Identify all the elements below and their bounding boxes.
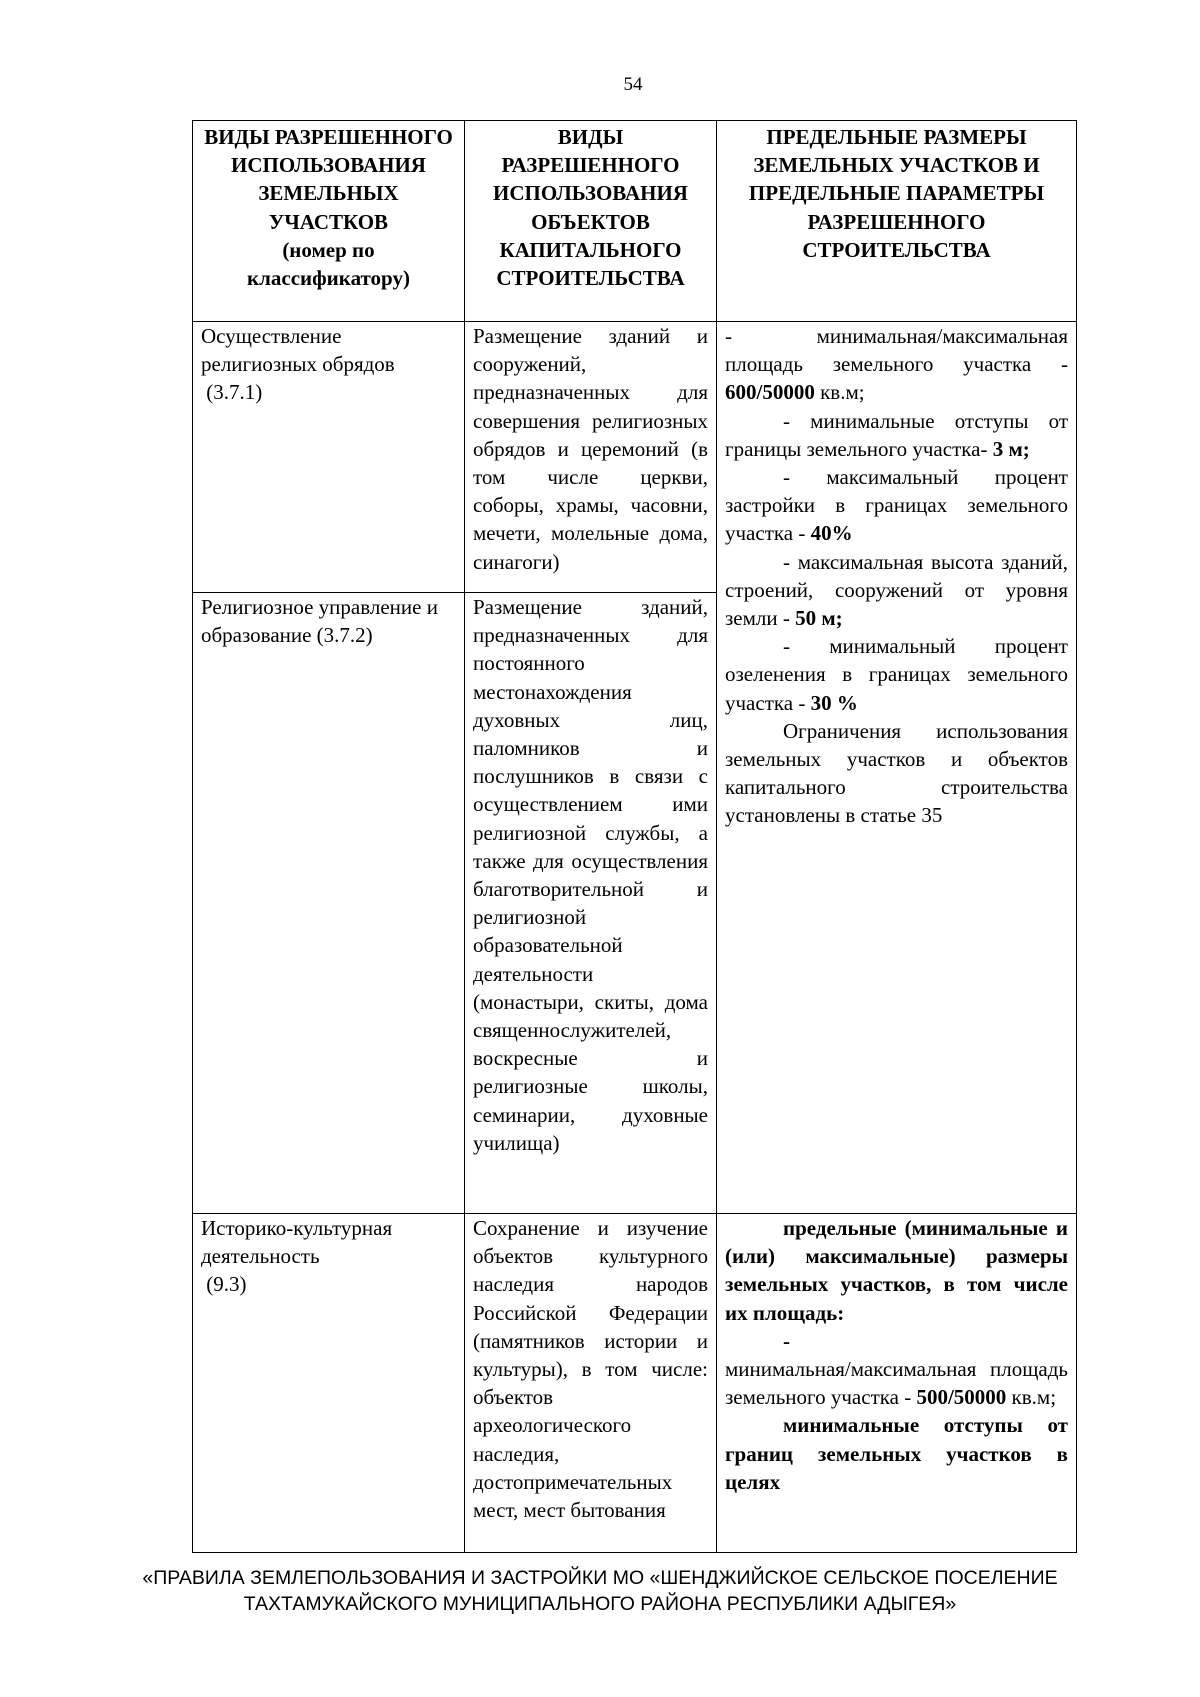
param-setback-2: минимальные отступы от границ земельных участков в целях [725, 1413, 1068, 1494]
param-setback-value: 3 м; [992, 436, 1030, 461]
row-description [465, 593, 717, 1214]
header-capital-construction-types [465, 121, 717, 322]
header-capital-title: ВИДЫ РАЗРЕШЕННОГО ИСПОЛЬЗОВАНИЯ ОБЪЕКТОВ КАПИТАЛЬНОГО СТРОИТЕЛЬСТВА [493, 125, 688, 291]
document-footer [0, 1565, 1200, 1617]
use-name-text: Религиозное управление и образование (3.7.2) [201, 595, 438, 648]
param-area-2: минимальная/максимальная площадь земельного участка - 500/50000 кв.м; [725, 1357, 1068, 1410]
footer-line-2: ТАХТАМУКАЙСКОГО МУНИЦИПАЛЬНОГО РАЙОНА РЕСПУБЛИКИ АДЫГЕЯ» [243, 1593, 957, 1615]
param-area-2-value: 500/50000 [916, 1385, 1007, 1410]
use-code-text: (9.3) [206, 1272, 247, 1297]
param-heading: предельные (минимальные и (или) максимальные) размеры земельных участков, в том числе их площадь: [725, 1216, 1068, 1325]
row-use-name [193, 1214, 465, 1553]
header-limit-title: ПРЕДЕЛЬНЫЕ РАЗМЕРЫ ЗЕМЕЛЬНЫХ УЧАСТКОВ И ПРЕДЕЛЬНЫЕ ПАРАМЕТРЫ РАЗРЕШЕННОГО СТРОИТЕЛЬСТВА [748, 125, 1045, 262]
table-row [193, 322, 1077, 593]
use-name-text: Историко-культурная деятельность [201, 1216, 393, 1269]
use-code-text: (3.7.1) [206, 380, 263, 405]
header-land-use-types [193, 121, 465, 322]
param-restrictions: Ограничения использования земельных участков и объектов капитального строительства установлены в статье 35 [725, 718, 1068, 828]
header-land-use-title: ВИДЫ РАЗРЕШЕННОГО ИСПОЛЬЗОВАНИЯ ЗЕМЕЛЬНЫХ УЧАСТКОВ [204, 125, 453, 234]
row-description [465, 322, 717, 593]
param-setback: - минимальные отступы от границы земельного участка- 3 м; [725, 408, 1068, 461]
row-description [465, 1214, 717, 1553]
use-name-text: Осуществление религиозных обрядов [201, 324, 395, 377]
table-row [193, 1214, 1077, 1553]
param-max-height: - максимальная высота зданий, строений, сооружений от уровня земли - 50 м; [725, 549, 1068, 631]
land-use-table [192, 120, 1077, 1553]
footer-line-1: «ПРАВИЛА ЗЕМЛЕПОЛЬЗОВАНИЯ И ЗАСТРОЙКИ МО «ШЕНДЖИЙСКОЕ СЕЛЬСКОЕ ПОСЕЛЕНИЕ [142, 1567, 1058, 1589]
row-use-name [193, 322, 465, 593]
param-build-percent: - максимальный процент застройки в границах земельного участка - 40% [725, 465, 1068, 546]
description-text: Размещение зданий, предназначенных для постоянного местонахождения духовных лиц, паломников и послушников в связи с осуществлением ими религиозной службы, а также для осуществления благотворительной и религиозной образовательной деятельности (монастыри, скиты, дома священнослужителей, воскресные и религиозные школы, семинарии, духовные училища) [473, 595, 708, 1155]
header-classifier-note: (номер по классификатору) [247, 237, 410, 291]
table-header-row [193, 121, 1077, 322]
page-number: 54 [623, 74, 643, 95]
params-cell-group1 [717, 322, 1077, 1214]
description-text: Размещение зданий и сооружений, предназначенных для совершения религиозных обрядов и церемоний (в том числе церкви, соборы, храмы, часовни, мечети, молельные дома, синагоги) [473, 324, 708, 574]
param-max-height-value: 50 м; [795, 606, 843, 631]
param-green-percent-value: 30 % [810, 690, 858, 715]
param-build-percent-value: 40% [810, 521, 853, 546]
param-green-percent: - минимальный процент озеленения в границах земельного участка - 30 % [725, 634, 1068, 715]
description-text: Сохранение и изучение объектов культурного наследия народов Российской Федерации (памятников истории и культуры), в том числе: объектов археологического наследия, достопримечательных мест, мест бытования [473, 1216, 708, 1523]
row-use-name [193, 593, 465, 1214]
header-limit-parameters [717, 121, 1077, 322]
params-cell-group2 [717, 1214, 1077, 1553]
param-area: - минимальная/максимальная площадь земельного участка - 600/50000 кв.м; [725, 324, 1068, 405]
param-dash: - [783, 1328, 790, 1353]
param-area-value: 600/50000 [725, 380, 815, 405]
